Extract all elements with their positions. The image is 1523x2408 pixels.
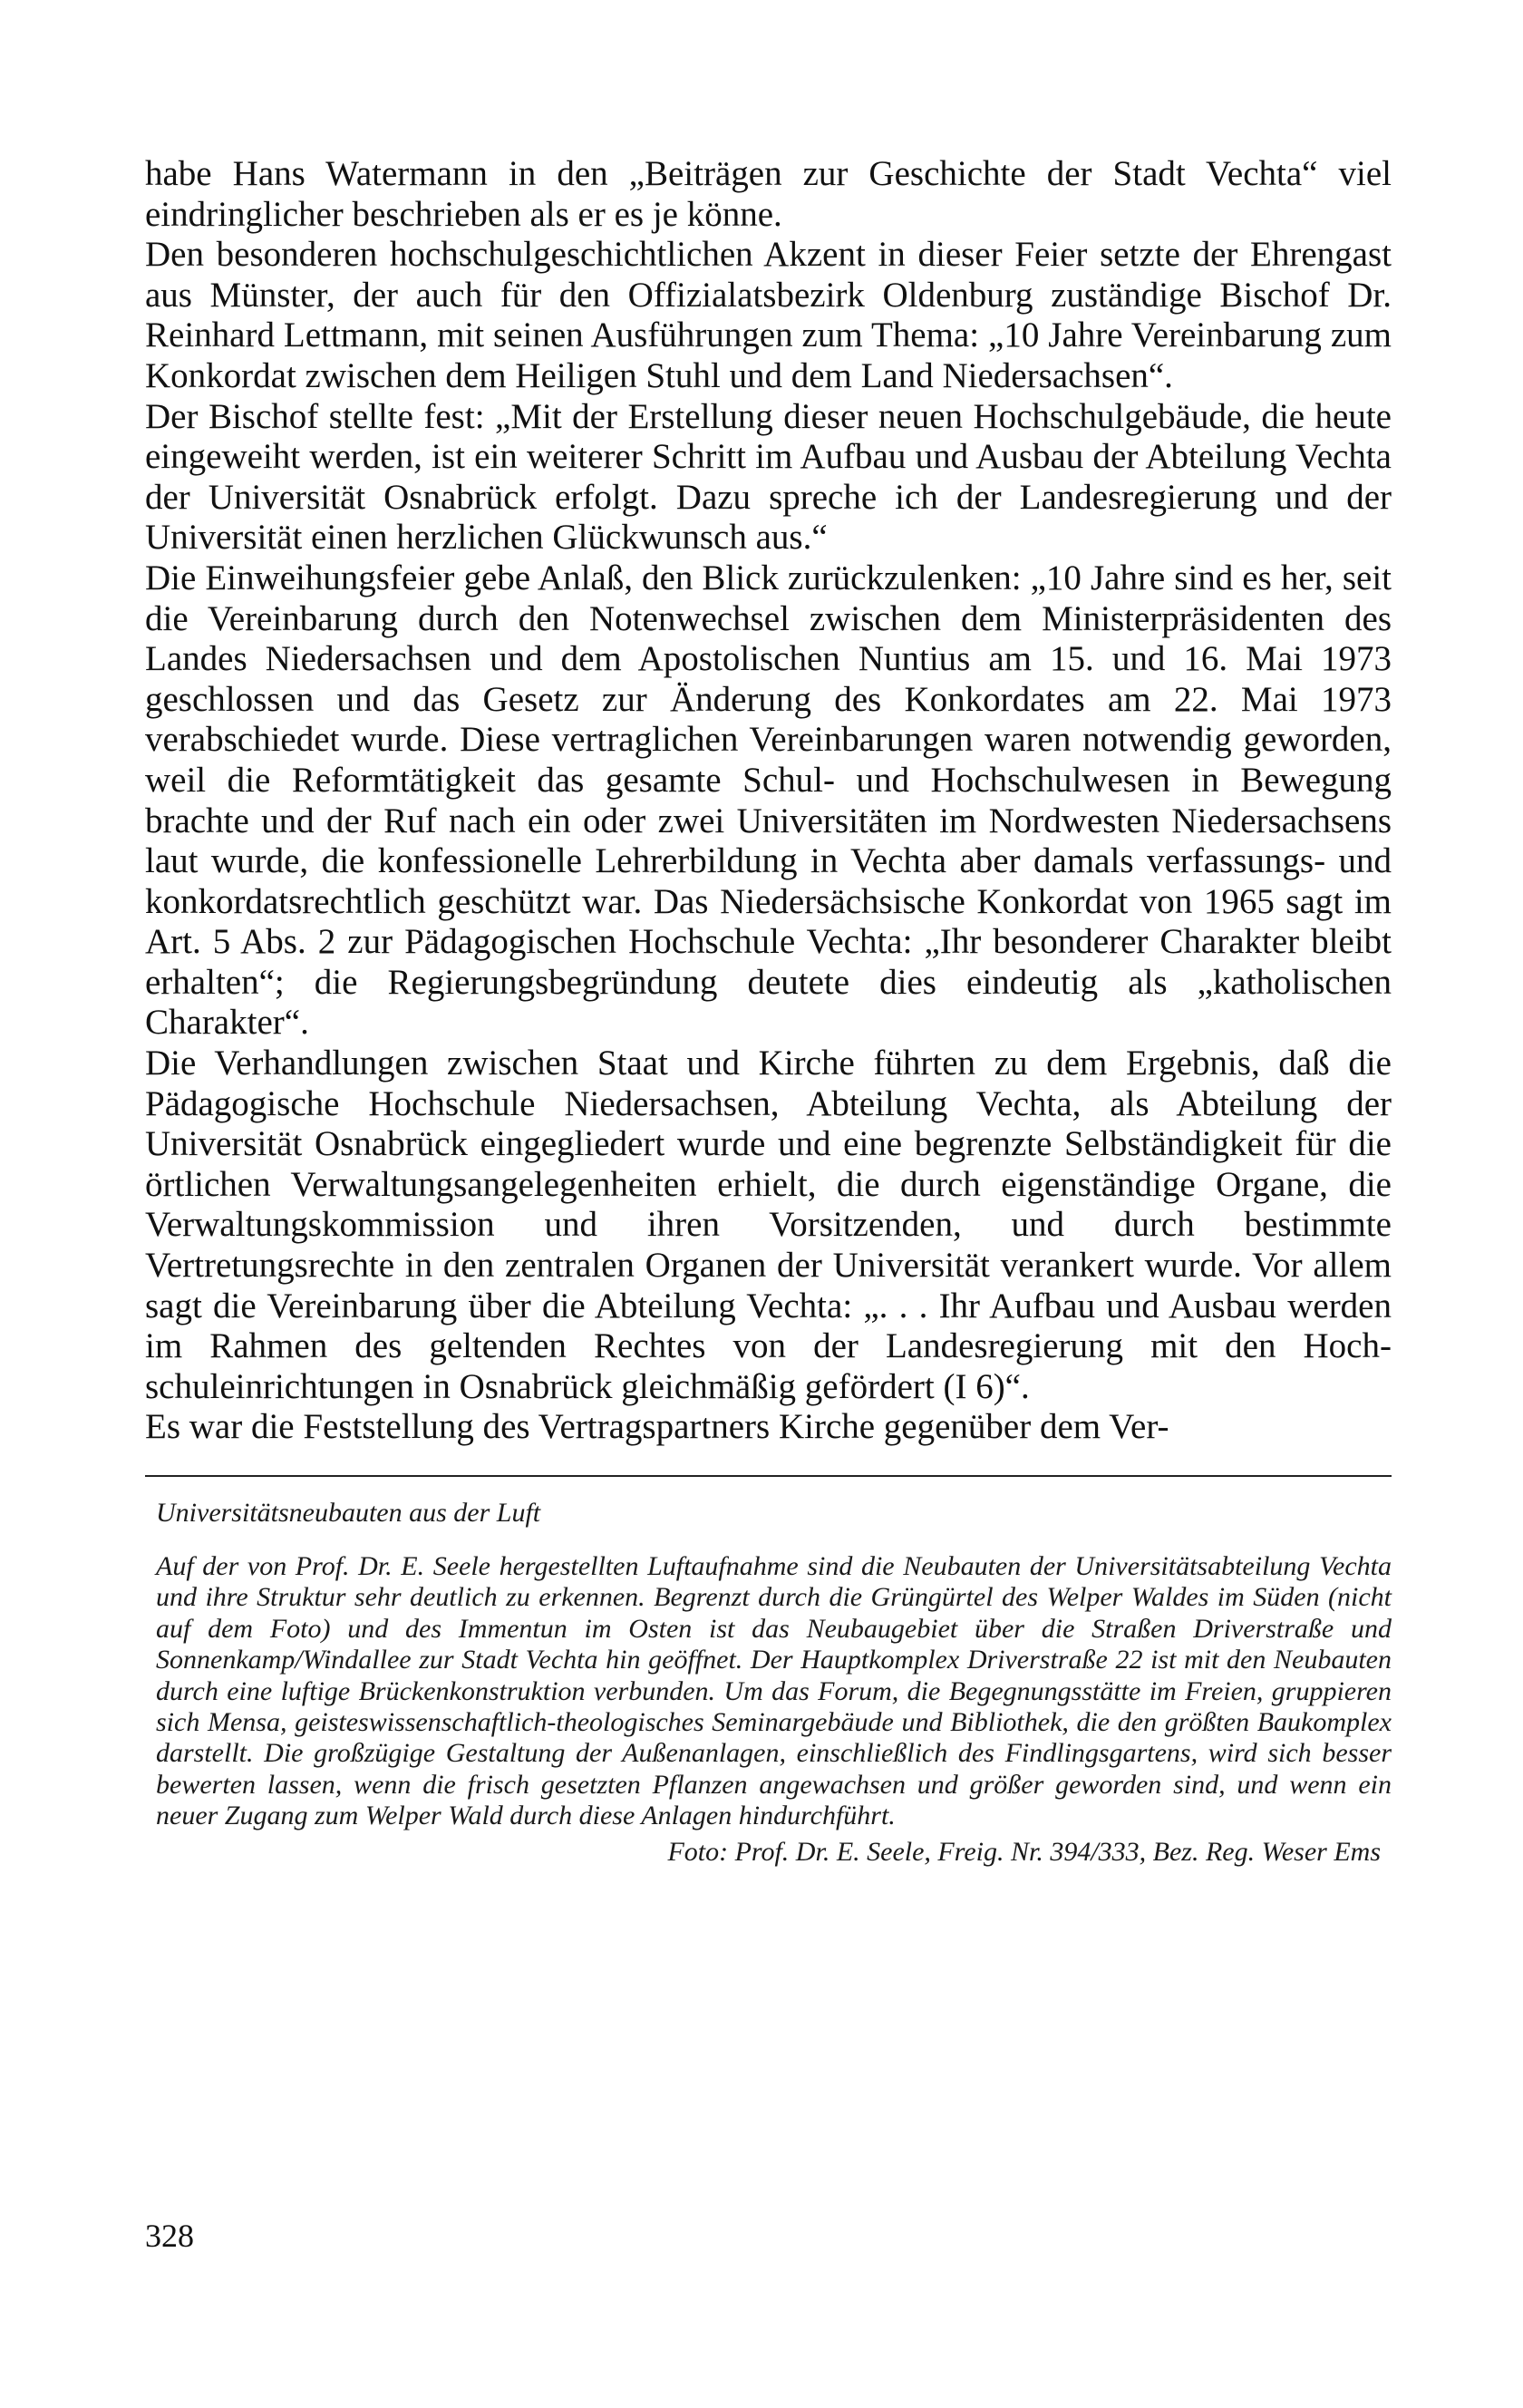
paragraph: Die Verhandlungen zwischen Staat und Kirche führten zu dem Ergebnis, daß die Pädagogische Hochschule Niedersachsen, Abteilung Vechta, als Abteilung der Universität Osnabrück eingegliedert wurde und eine begrenzte Selbständigkeit für die örtlichen Verwaltungsangelegenheiten erhielt, die durch eigenständige Organe, die Verwaltungskommission und ihren Vorsitzenden, und durch bestimmte Vertretungsrechte in den zentralen Organen der Universität verankert wurde. Vor allem sagt die Vereinbarung über die Abteilung Vechta: „. . . Ihr Aufbau und Ausbau werden im Rahmen des geltenden Rechtes von der Landesregierung mit den Hochschuleinrichtungen in Osnabrück gleichmäßig gefördert (I 6)“. <box>145 1044 1392 1406</box>
paragraph: Die Einweihungsfeier gebe Anlaß, den Blick zurückzulenken: „10 Jahre sind es her, seit die Vereinbarung durch den Notenwechsel zwischen dem Ministerpräsidenten des Landes Niedersachsen und dem Apostolischen Nuntius am 15. und 16. Mai 1973 geschlossen und das Gesetz zur Änderung des Konkordates am 22. Mai 1973 verabschiedet wurde. Diese vertraglichen Vereinbarungen waren notwendig geworden, weil die Reformtätigkeit das gesamte Schul- und Hochschulwesen in Bewegung brachte und der Ruf nach ein oder zwei Universitäten im Nordwesten Niedersachsens laut wurde, die konfessionelle Lehrerbildung in Vechta aber damals verfassungs- und konkordatsrechtlich geschützt war. Das Niedersächsische Konkordat von 1965 sagt im Art. 5 Abs. 2 zur Pädagogischen Hochschule Vechta: „Ihr besonderer Charakter bleibt erhalten“; die Regierungsbegründung deutete dies eindeutig als „katholischen Charakter“. <box>145 558 1392 1043</box>
paragraph: Den besonderen hochschulgeschichtlichen Akzent in dieser Feier setzte der Ehrengast aus Münster, der auch für den Offizialatsbezirk Oldenburg zuständige Bischof Dr. Reinhard Lettmann, mit seinen Ausführungen zum Thema: „10 Jahre Vereinbarung zum Konkordat zwischen dem Heiligen Stuhl und dem Land Niedersachsen“. <box>145 235 1392 395</box>
figure-caption <box>145 1497 1392 1869</box>
body-text <box>145 154 1392 1448</box>
caption-title: Universitätsneubauten aus der Luft <box>156 1498 541 1528</box>
photo-credit: Foto: Prof. Dr. E. Seele, Freig. Nr. 394/333, Bez. Reg. Weser Ems <box>667 1836 1381 1867</box>
page-number: 328 <box>145 2218 194 2254</box>
paragraph: habe Hans Watermann in den „Beiträgen zur Geschichte der Stadt Vechta“ viel eindringlicher beschrieben als er es je könne. <box>145 154 1392 234</box>
caption-text: Auf der von Prof. Dr. E. Seele hergestellten Luftaufnahme sind die Neubauten der Universitätsabteilung Vechta und ihre Struktur sehr deutlich zu erkennen. Begrenzt durch die Grüngürtel des Welper Waldes im Süden (nicht auf dem Foto) und des Immentun im Osten ist das Neubaugebiet über die Straßen Driverstraße und Sonnenkamp/Windallee zur Stadt Vechta hin geöffnet. Der Hauptkomplex Driverstraße 22 ist mit den Neubauten durch eine luftige Brückenkonstruktion verbunden. Um das Forum, die Begegnungsstätte im Freien, gruppieren sich Mensa, geisteswissenschaftlich-theologisches Seminargebäude und Bibliothek, die den größten Baukomplex darstellt. Die großzügige Gestaltung der Außenanlagen, einschließlich des Findlingsgartens, wird sich besser bewerten lassen, wenn die frisch gesetzten Pflanzen angewachsen und größer geworden sind, und wenn ein neuer Zugang zum Welper Wald durch diese Anlagen hindurchführt. <box>156 1551 1392 1831</box>
paragraph: Der Bischof stellte fest: „Mit der Erstellung dieser neuen Hochschulgebäude, die heute eingeweiht werden, ist ein weiterer Schritt im Aufbau und Ausbau der Abteilung Vechta der Universität Osnabrück erfolgt. Dazu spreche ich der Landesregierung und der Universität einen herzlichen Glückwunsch aus.“ <box>145 396 1392 558</box>
paragraph: Es war die Feststellung des Vertragspartners Kirche gegenüber dem Ver- <box>145 1407 1169 1447</box>
caption-divider <box>145 1475 1392 1477</box>
page-content <box>145 154 1392 1869</box>
